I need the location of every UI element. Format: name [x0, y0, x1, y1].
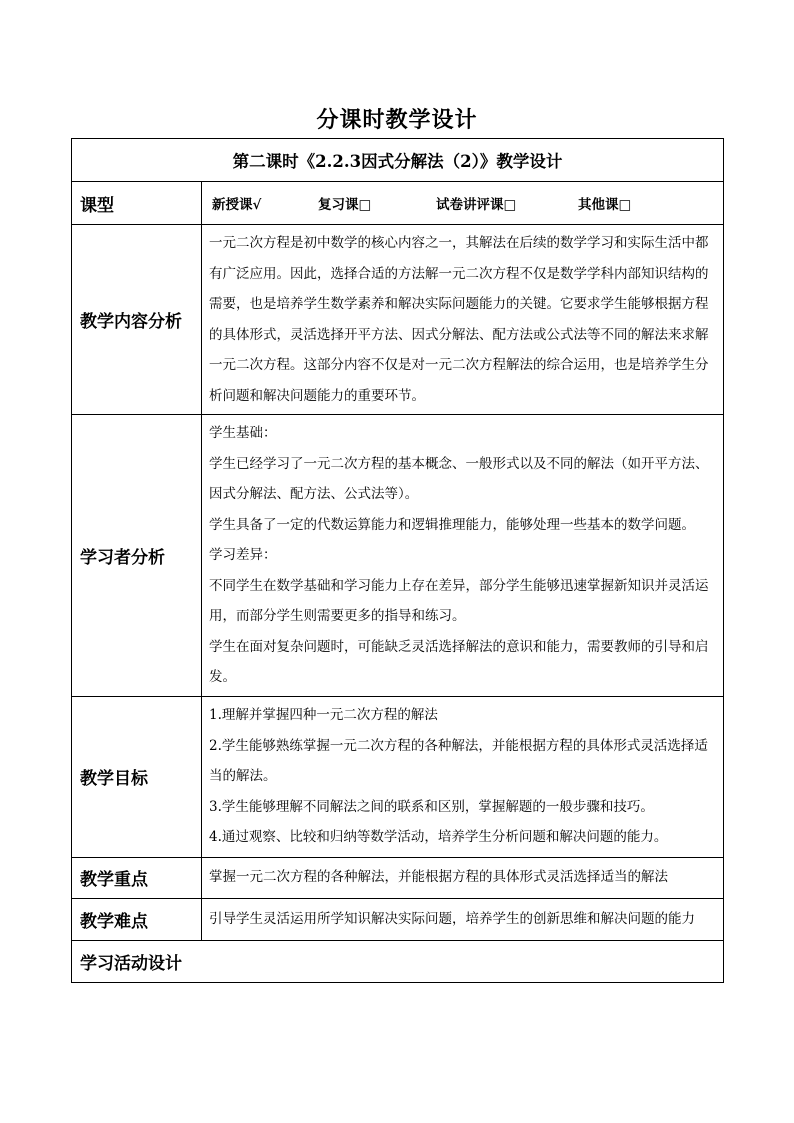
lesson-plan-table: [71, 138, 724, 983]
objective-item: 3.学生能够理解不同解法之间的联系和区别，掌握解题的一般步骤和技巧。: [209, 798, 654, 815]
learner-paragraph: 学习差异：: [209, 547, 277, 563]
objective-item: 4.通过观察、比较和归纳等数学活动，培养学生分析问题和解决问题的能力。: [209, 829, 668, 846]
key-points-text: 掌握一元二次方程的各种解法，并能根据方程的具体形式灵活选择适当的解法: [202, 857, 724, 898]
difficulties-row: [72, 898, 724, 940]
activity-design-row: [72, 940, 724, 982]
course-type-review: 复习课□: [318, 197, 372, 213]
lesson-title-row: [72, 139, 724, 182]
learner-paragraph: 不同学生在数学基础和学习能力上存在差异，部分学生能够迅速掌握新知识并灵活运用，而部分学生则需要更多的指导和练习。: [209, 577, 709, 624]
lesson-title: 第二课时《2.2.3因式分解法（2）》教学设计: [72, 139, 724, 182]
learner-analysis-label: 学习者分析: [72, 415, 202, 697]
content-analysis-text: 一元二次方程是初中数学的核心内容之一，其解法在后续的数学学习和实际生活中都有广泛应用。因此，选择合适的方法解一元二次方程不仅是数学学科内部知识结构的需要，也是培养学生数学素养和解决实际问题能力的关键。它要求学生能够根据方程的具体形式，灵活选择开平方法、因式分解法、配方法或公式法等不同的解法来求解一元二次方程。这部分内容不仅是对一元二次方程解法的综合运用，也是培养学生分析问题和解决问题能力的重要环节。: [202, 225, 724, 415]
course-type-other: 其他课□: [578, 197, 632, 213]
difficulties-label: 教学难点: [72, 898, 202, 940]
learner-paragraph: 学生在面对复杂问题时，可能缺乏灵活选择解法的意识和能力，需要教师的引导和启发。: [209, 638, 709, 685]
objectives-row: [72, 696, 724, 857]
activity-design-label: 学习活动设计: [72, 940, 724, 982]
difficulties-text: 引导学生灵活运用所学知识解决实际问题，培养学生的创新思维和解决问题的能力: [202, 898, 724, 940]
objectives-label: 教学目标: [72, 696, 202, 857]
course-type-new: 新授课√: [212, 197, 262, 213]
course-type-test-review: 试卷讲评课□: [436, 197, 517, 213]
objective-item: 2.学生能够熟练掌握一元二次方程的各种解法，并能根据方程的具体形式灵活选择适当的解法。: [209, 737, 708, 785]
learner-paragraph: 学生具备了一定的代数运算能力和逻辑推理能力，能够处理一些基本的数学问题。: [209, 516, 695, 533]
key-points-label: 教学重点: [72, 857, 202, 898]
course-type-label: 课型: [72, 182, 202, 225]
page-title: 分课时教学设计: [316, 107, 478, 133]
content-analysis-row: [72, 225, 724, 415]
objectives-content: [202, 696, 724, 857]
learner-analysis-content: [202, 415, 724, 697]
learner-paragraph: 学生已经学习了一元二次方程的基本概念、一般形式以及不同的解法（如开平方法、因式分解法、配方法、公式法等）。: [209, 455, 709, 502]
course-type-options: [202, 182, 724, 225]
learner-paragraph: 学生基础：: [209, 425, 277, 441]
content-analysis-label: 教学内容分析: [72, 225, 202, 415]
learner-analysis-row: [72, 415, 724, 697]
objective-item: 1.理解并掌握四种一元二次方程的解法: [209, 707, 438, 724]
key-points-row: [72, 857, 724, 898]
course-type-row: [72, 182, 724, 225]
